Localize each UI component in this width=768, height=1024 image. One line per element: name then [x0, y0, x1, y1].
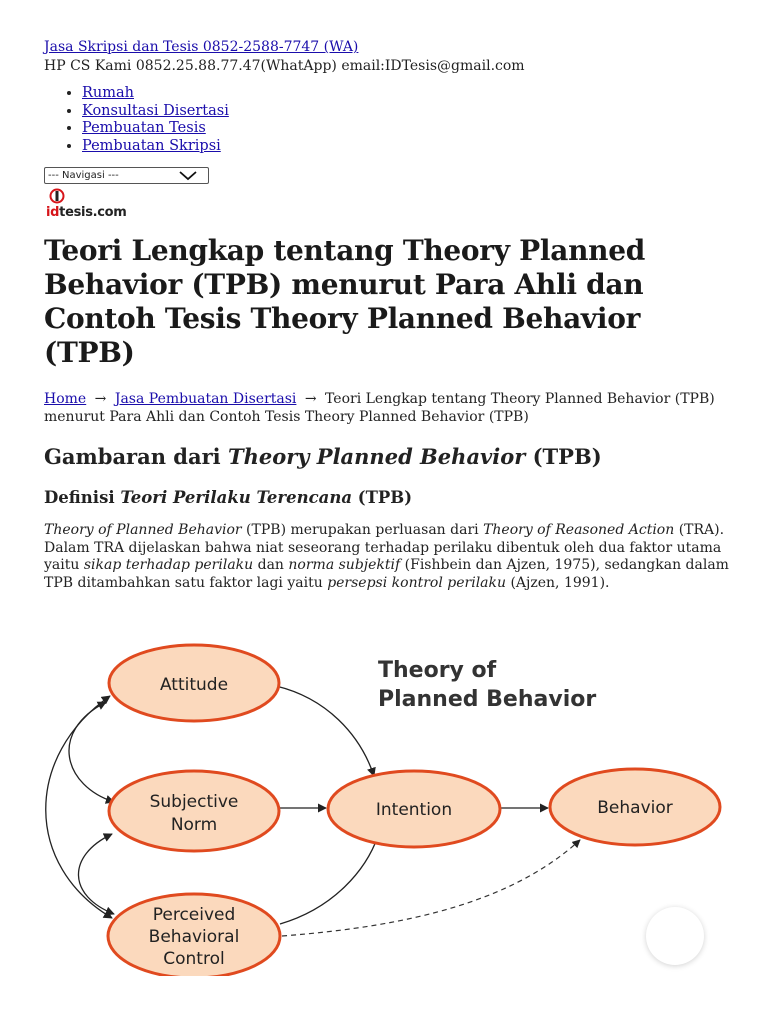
breadcrumb-home-link[interactable]: Home: [44, 391, 87, 407]
breadcrumb-category-link[interactable]: Jasa Pembuatan Disertasi: [114, 391, 297, 407]
svg-text:Subjective: Subjective: [149, 792, 239, 812]
svg-text:Behavior: Behavior: [597, 798, 673, 818]
nav-link-rumah[interactable]: Rumah: [82, 85, 134, 101]
site-logo[interactable]: [44, 188, 144, 222]
nav-item-pembuatan-skripsi: [82, 138, 734, 156]
diagram-title-line1: Theory of: [378, 658, 497, 683]
svg-text:Behavioral: Behavioral: [148, 927, 240, 947]
arrow-perceived-behavior-dashed: [282, 840, 580, 936]
arrow-perceived-intention: [280, 836, 378, 924]
section-heading: Gambaran dari Theory Planned Behavior (TPB): [44, 444, 602, 469]
body-paragraph: Theory of Planned Behavior (TPB) merupakan perluasan dari Theory of Reasoned Action (TRA). Dalam TRA dijelaskan bahwa niat seseorang terhadap perilaku dibentuk oleh dua faktor utama yaitu sikap terhadap perilaku dan norma subjektif (Fishbein dan Ajzen, 1975), sedangkan dalam TPB ditambahkan satu faktor lagi yaitu persepsi kontrol perilaku (Ajzen, 1991).: [44, 522, 729, 591]
node-perceived-behavioral-control: [108, 894, 280, 976]
diagram-title-line2: Planned Behavior: [378, 687, 597, 712]
nav-item-konsultasi-disertasi: [82, 103, 734, 121]
logo-mark-icon: [49, 188, 65, 206]
node-behavior: [550, 769, 720, 845]
logo-text: idtesis.com: [46, 205, 127, 220]
node-subjective-norm: [109, 771, 279, 851]
chevron-down-icon: [178, 169, 198, 182]
node-attitude: [109, 645, 279, 721]
breadcrumb-current: Teori Lengkap tentang Theory Planned Behavior (TPB) menurut Para Ahli dan Contoh Tesis Theory Planned Behavior (TPB): [44, 391, 715, 425]
breadcrumb-separator: →: [304, 391, 317, 407]
tpb-diagram: [44, 636, 734, 976]
main-nav: [44, 85, 734, 155]
article-title: Teori Lengkap tentang Theory Planned Behavior (TPB) menurut Para Ahli dan Contoh Tesis Theory Planned Behavior (TPB): [44, 234, 646, 369]
contact-info: HP CS Kami 0852.25.88.77.47(WhatApp) email:IDTesis@gmail.com: [44, 58, 525, 74]
arrow-attitude-perceived: [46, 696, 112, 918]
svg-text:Intention: Intention: [375, 800, 453, 820]
page-content: [44, 38, 734, 592]
svg-text:Control: Control: [163, 949, 225, 969]
svg-text:Perceived: Perceived: [152, 905, 236, 925]
navigation-select[interactable]: [44, 167, 209, 184]
nav-item-pembuatan-tesis: [82, 120, 734, 138]
subsection-heading: Definisi Teori Perilaku Terencana (TPB): [44, 488, 413, 507]
node-intention: [328, 771, 500, 847]
site-title-link[interactable]: Jasa Skripsi dan Tesis 0852-2588-7747 (WA): [44, 39, 359, 55]
nav-link-konsultasi-disertasi[interactable]: Konsultasi Disertasi: [82, 102, 229, 119]
nav-link-pembuatan-tesis[interactable]: Pembuatan Tesis: [82, 120, 206, 136]
breadcrumb-separator: →: [94, 391, 107, 407]
arrow-subjective-perceived: [78, 834, 114, 914]
svg-text:Attitude: Attitude: [159, 675, 229, 695]
navigation-select-value: --- Navigasi ---: [48, 170, 119, 181]
svg-text:Norm: Norm: [170, 815, 218, 835]
floating-action-button[interactable]: [646, 907, 704, 965]
nav-item-rumah: [82, 85, 734, 103]
nav-link-pembuatan-skripsi[interactable]: Pembuatan Skripsi: [82, 137, 221, 154]
arrow-attitude-intention: [276, 686, 374, 776]
breadcrumb: [44, 390, 734, 426]
arrow-attitude-subjective: [69, 702, 114, 802]
